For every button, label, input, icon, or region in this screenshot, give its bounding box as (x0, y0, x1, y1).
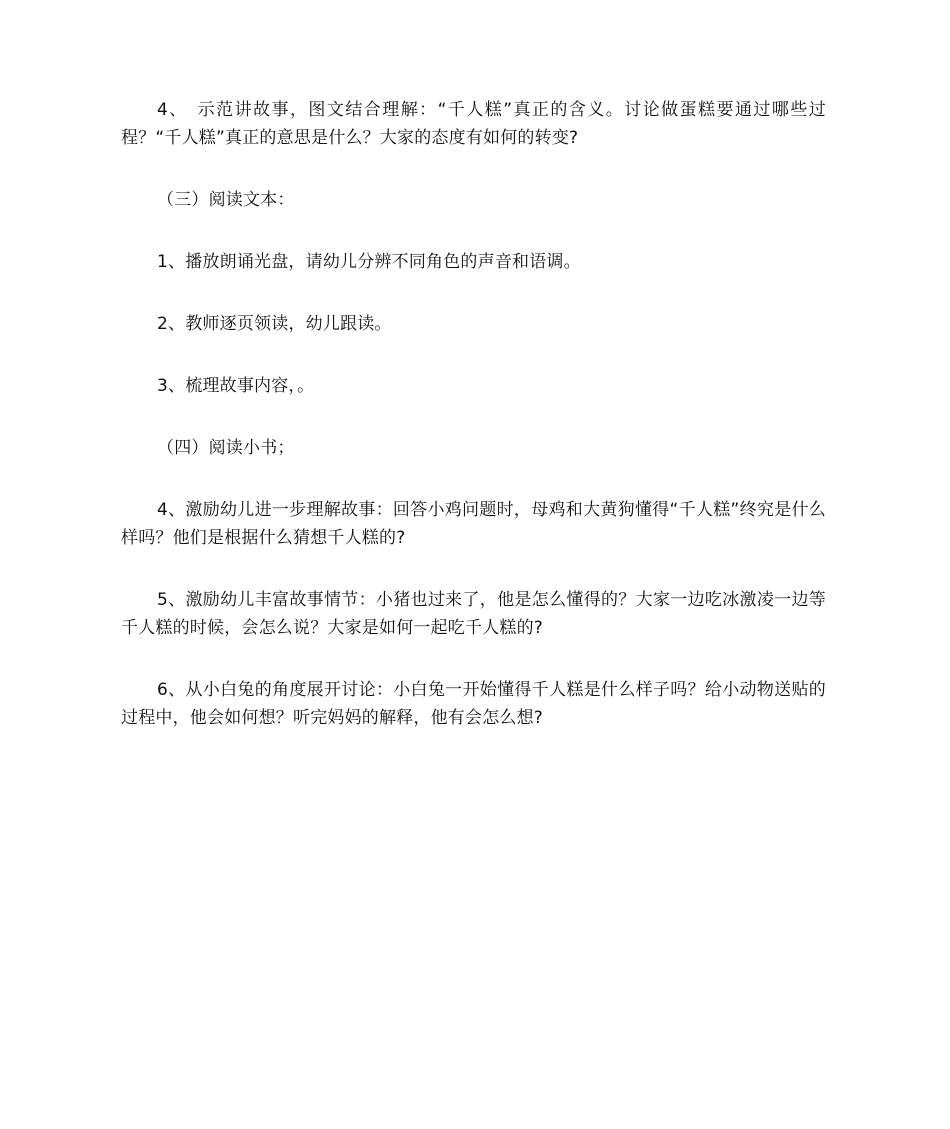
paragraph-step-4-understanding: 4、激励幼儿进一步理解故事：回答小鸡问题时，母鸡和大黄狗懂得“千人糕”终究是什么样吗？他们是根据什么猜想千人糕的? (121, 500, 826, 548)
section-heading-reading-text: （三）阅读文本： (157, 190, 295, 210)
document-body (121, 96, 826, 732)
paragraph-step-2-teacher-reading: 2、教师逐页领读，幼儿跟读。 (157, 314, 392, 334)
paragraph-step-4-storytelling: 4、 示范讲故事，图文结合理解：“千人糕”真正的含义。讨论做蛋糕要通过哪些过程？“千人糕”真正的意思是什么？大家的态度有如何的转变? (121, 100, 826, 148)
paragraph-step-6-rabbit-perspective: 6、从小白兔的角度展开讨论：小白兔一开始懂得千人糕是什么样子吗？给小动物送贴的过程中，他会如何想？听完妈妈的解释，他有会怎么想? (121, 680, 826, 728)
paragraph-step-5-enrich-plot: 5、激励幼儿丰富故事情节：小猪也过来了，他是怎么懂得的？大家一边吃冰激凌一边等千人糕的时候，会怎么说？大家是如何一起吃千人糕的? (121, 590, 826, 638)
section-heading-reading-booklet: （四）阅读小书； (157, 438, 295, 458)
paragraph-step-1-play-audio: 1、播放朗诵光盘，请幼儿分辨不同角色的声音和语调。 (157, 252, 581, 272)
paragraph-step-3-sort-content: 3、梳理故事内容，。 (157, 376, 315, 396)
